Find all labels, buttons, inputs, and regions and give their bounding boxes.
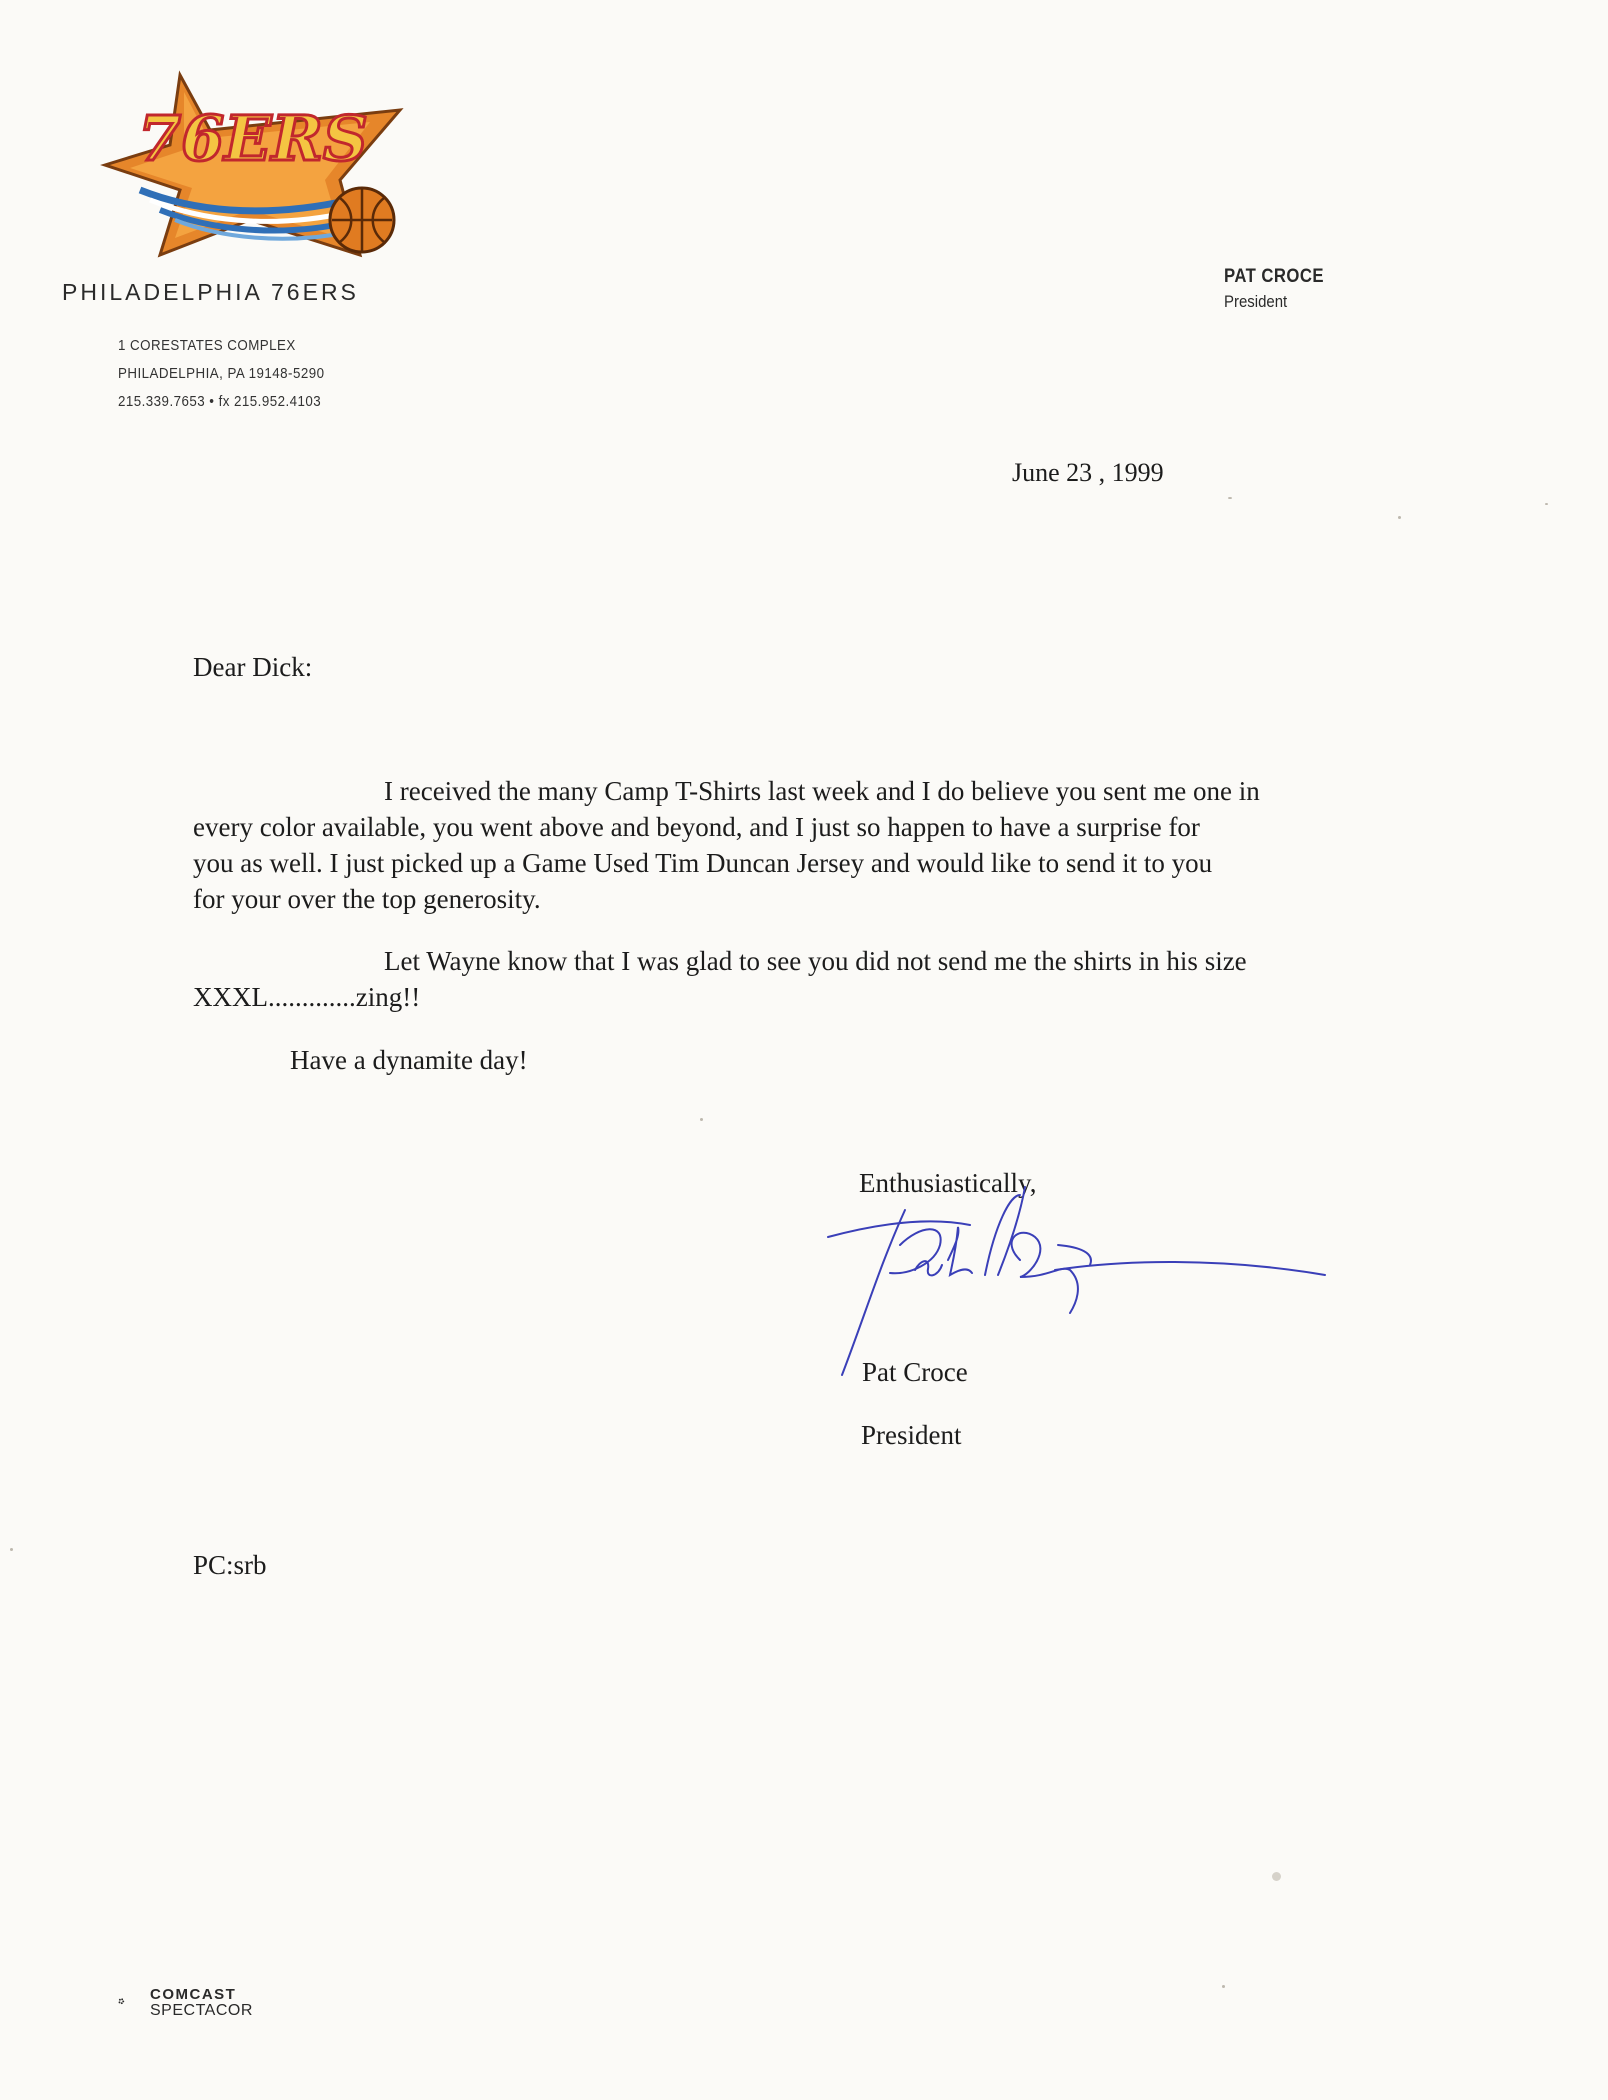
comcast-spectacor-logo-icon (118, 1985, 152, 2019)
handwritten-signature-icon (820, 1165, 1340, 1385)
body-paragraph-1 (193, 773, 1433, 917)
paper-speck (1222, 1985, 1225, 1988)
organization-name: PHILADELPHIA 76ERS (62, 279, 359, 305)
paper-speck (1398, 516, 1401, 519)
paper-speck (700, 1118, 703, 1121)
logo-lettering: 76ERS (138, 102, 368, 175)
address-city: PHILADELPHIA, PA 19148-5290 (118, 366, 325, 382)
sender-title: President (1224, 292, 1288, 311)
typist-initials: PC:srb (193, 1550, 267, 1580)
paragraph-line: every color available, you went above and beyond, and I just so happen to have a surprise for (193, 812, 1200, 842)
signer-title: President (861, 1420, 962, 1450)
paragraph-line: you as well. I just picked up a Game Used Tim Duncan Jersey and would like to send it to you (193, 848, 1213, 878)
salutation: Dear Dick: (193, 652, 313, 682)
sender-block (1224, 266, 1338, 312)
complimentary-close: Enthusiastically, (859, 1168, 1037, 1198)
closing-remark: Have a dynamite day! (290, 1045, 528, 1075)
paragraph-line: I received the many Camp T-Shirts last week and I do believe you sent me one in (384, 776, 1260, 806)
address-phone: 215.339.7653 • fx 215.952.4103 (118, 394, 322, 410)
paper-speck (1228, 497, 1232, 499)
footer-brand (150, 1987, 253, 2019)
paragraph-line: Let Wayne know that I was glad to see you did not send me the shirts in his size (384, 946, 1247, 976)
letter-date: June 23 , 1999 (1012, 458, 1164, 487)
letterhead-address (118, 332, 342, 416)
sender-name: PAT CROCE (1224, 266, 1324, 287)
paragraph-line: for your over the top generosity. (193, 884, 541, 914)
paper-speck (1272, 1872, 1281, 1881)
footer-line-1: COMCAST (150, 1986, 237, 2003)
signer-name: Pat Croce (862, 1357, 968, 1387)
body-paragraph-2 (193, 943, 1433, 1015)
paper-speck (1545, 503, 1548, 505)
paper-speck (10, 1548, 13, 1551)
sixers-logo-icon (100, 70, 410, 260)
footer-line-2: SPECTACOR (150, 2002, 253, 2019)
address-street: 1 CORESTATES COMPLEX (118, 338, 296, 354)
paragraph-line: XXXL.............zing!! (193, 982, 421, 1012)
